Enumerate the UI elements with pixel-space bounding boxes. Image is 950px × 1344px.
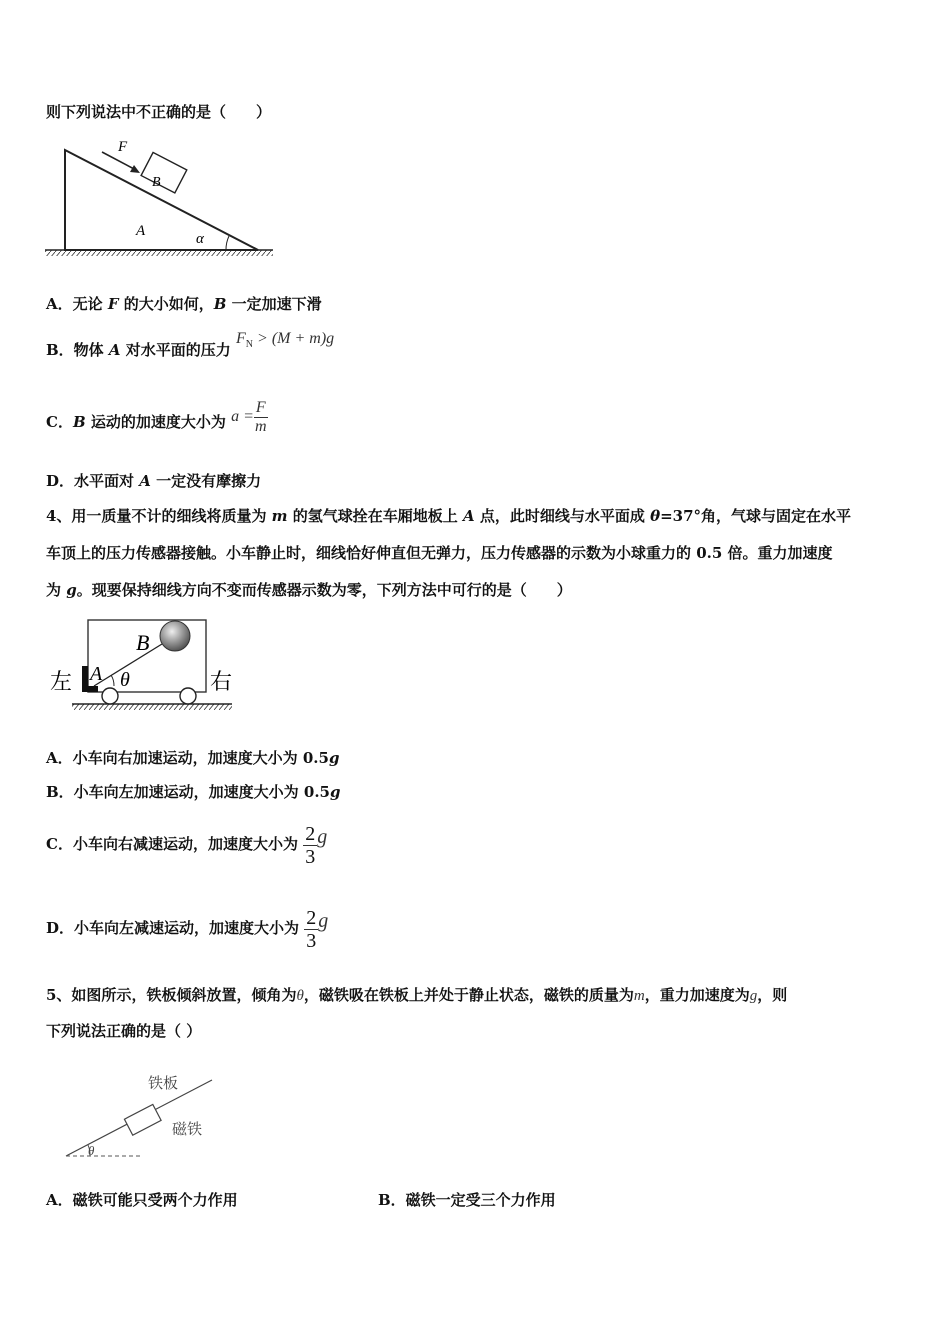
- label-left: 左: [50, 669, 73, 694]
- q4-stem-line3: 为 g。现要保持细线方向不变而传感器示数为零，下列方法中可行的是（ ）: [46, 581, 572, 599]
- q3-option-b-prefix: B．物体: [46, 341, 109, 359]
- q5-stem-line2: 下列说法正确的是（ ）: [46, 1022, 202, 1040]
- q3-option-b: [46, 330, 335, 367]
- cart-wheel-right: [180, 688, 196, 704]
- label-A: A: [136, 223, 146, 239]
- q3-option-a: [46, 294, 322, 314]
- q4-stem-line1: 4、用一质量不计的细线将质量为 m 的氢气球拴在车厢地板上 A 点，此时细线与水平面成 θ=37°角，气球与固定在水平: [46, 507, 852, 525]
- q4-option-d-fraction: $\frac{2}{3}$: [306, 906, 317, 952]
- force-arrowhead: [130, 165, 140, 173]
- label-magnet: 磁铁: [172, 1122, 203, 1138]
- q3-option-a-prefix: A．无论: [46, 295, 108, 313]
- q3-option-c-lhs: a =: [231, 408, 254, 425]
- q5-option-b: B．磁铁一定受三个力作用: [378, 1191, 556, 1209]
- q3-option-d-suffix: 一定没有摩擦力: [150, 472, 262, 490]
- q4-cart-figure: [44, 614, 244, 716]
- q3-option-a-suffix: 一定加速下滑: [226, 295, 322, 313]
- q3-option-c-var-b: B: [72, 413, 86, 431]
- label-right: 右: [210, 669, 233, 694]
- q3-option-a-mid: 的大小如何，: [118, 295, 214, 313]
- q3-stem: 则下列说法中不正确的是（ ）: [46, 103, 272, 121]
- cart-wheel-left: [102, 688, 118, 704]
- angle-arc: [226, 236, 229, 250]
- label-B: B: [152, 175, 161, 190]
- label-theta: θ: [88, 1143, 95, 1158]
- q4-option-d: D．小车向左减速运动，加速度大小为 $\frac{2}{3}$ g: [46, 906, 329, 952]
- label-plate: 铁板: [148, 1076, 179, 1092]
- q3-option-b-suffix: 对水平面的压力: [120, 341, 231, 359]
- q3-option-d-prefix: D．水平面对: [46, 472, 140, 490]
- q5-plate-figure: [60, 1064, 230, 1162]
- q3-option-d: [46, 471, 261, 491]
- label-F: F: [118, 139, 128, 155]
- balloon: [160, 621, 190, 651]
- q5-option-a: A．磁铁可能只受两个力作用: [46, 1191, 238, 1209]
- q3-option-b-var-a: A: [108, 341, 121, 359]
- q3-incline-figure: [40, 132, 280, 264]
- q3-option-b-formula: $F_N > (M + m)g$: [236, 330, 335, 351]
- q4-option-a: A．小车向右加速运动，加速度大小为 0.5g: [46, 749, 340, 767]
- q4-option-c-fraction: $\frac{2}{3}$: [305, 822, 316, 868]
- q3-option-a-var-f: F: [107, 295, 119, 313]
- q3-option-c-fraction: $\frac{F}{m}$: [255, 398, 267, 435]
- block-B: [141, 152, 187, 193]
- q5-stem-line1: 5、如图所示，铁板倾斜放置，倾角为θ，磁铁吸在铁板上并处于静止状态，磁铁的质量为m，重力加速度为g，则: [46, 986, 788, 1004]
- magnet-block: [124, 1104, 161, 1135]
- angle-arc: [111, 675, 114, 686]
- label-A: A: [90, 663, 103, 685]
- q4-stem-line2: 车顶上的压力传感器接触。小车静止时，细线恰好伸直但无弹力，压力传感器的示数为小球重力的 0.5 倍。重力加速度: [46, 544, 833, 562]
- q3-option-c-prefix: C．: [46, 413, 73, 431]
- label-B: B: [136, 630, 150, 655]
- q4-option-c: C．小车向右减速运动，加速度大小为 $\frac{2}{3}$ g: [46, 822, 328, 868]
- label-alpha: α: [196, 231, 204, 247]
- q3-option-c-suffix: 运动的加速度大小为: [85, 413, 226, 431]
- anchor-base: [82, 686, 98, 692]
- label-theta: θ: [120, 669, 130, 691]
- q3-option-c: [46, 400, 268, 445]
- q4-option-b: B．小车向左加速运动，加速度大小为 0.5g: [46, 783, 341, 801]
- q3-option-a-var-b: B: [213, 295, 227, 313]
- q3-option-d-var-a: A: [139, 472, 151, 490]
- ground-hatch: [72, 704, 232, 710]
